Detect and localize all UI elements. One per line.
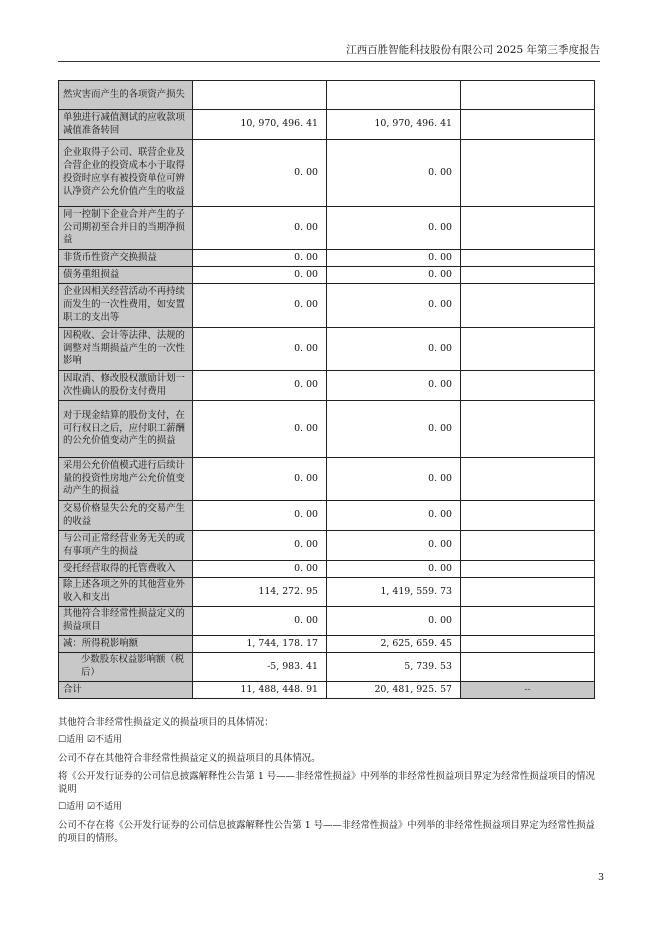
table-row — [59, 207, 595, 250]
table-row — [59, 578, 595, 607]
current-period-amount: 0. 00 — [193, 401, 327, 458]
current-period-amount: 1, 744, 178. 17 — [193, 636, 327, 653]
row-label: 采用公允价值模式进行后续计量的投资性房地产公允价值变动产生的损益 — [59, 458, 193, 501]
page-number: 3 — [597, 872, 604, 883]
total-ytd-amount: 20, 481, 925. 57 — [327, 682, 461, 699]
note-cell — [461, 636, 595, 653]
current-period-amount: 10, 970, 496. 41 — [193, 110, 327, 140]
current-period-amount: 0. 00 — [193, 607, 327, 636]
current-period-amount — [193, 81, 327, 110]
notes-section — [58, 716, 603, 850]
note-cell — [461, 501, 595, 531]
current-period-amount: 0. 00 — [193, 371, 327, 401]
note-cell — [461, 607, 595, 636]
note-1: 其他符合非经常性损益定义的损益项目的具体情况： — [58, 717, 274, 728]
table-row — [59, 531, 595, 561]
year-to-date-amount: 0. 00 — [327, 607, 461, 636]
row-label: 企业取得子公司、联营企业及合营企业的投资成本小于取得投资时应享有被投资单位可辨认净资产公允价值产生的收益 — [59, 140, 193, 207]
year-to-date-amount: 1, 419, 559. 73 — [327, 578, 461, 607]
current-period-amount: 114, 272. 95 — [193, 578, 327, 607]
applicability-option-1: ☐适用 ☑不适用 — [58, 735, 122, 745]
row-label: 其他符合非经常性损益定义的损益项目 — [59, 607, 193, 636]
table-row — [59, 267, 595, 284]
current-period-amount: 0. 00 — [193, 458, 327, 501]
year-to-date-amount: 0. 00 — [327, 140, 461, 207]
table-row — [59, 501, 595, 531]
total-note: -- — [461, 682, 595, 699]
year-to-date-amount: 0. 00 — [327, 401, 461, 458]
total-row — [59, 682, 595, 699]
current-period-amount: 0. 00 — [193, 207, 327, 250]
row-label: 非货币性资产交换损益 — [59, 250, 193, 267]
year-to-date-amount: 0. 00 — [327, 328, 461, 371]
year-to-date-amount: 0. 00 — [327, 267, 461, 284]
note-cell — [461, 140, 595, 207]
current-period-amount: 0. 00 — [193, 250, 327, 267]
row-label: 除上述各项之外的其他营业外收入和支出 — [59, 578, 193, 607]
row-label: 减：所得税影响额 — [59, 636, 193, 653]
note-cell — [461, 284, 595, 328]
table-row — [59, 284, 595, 328]
row-label: 对于现金结算的股份支付，在可行权日之后，应付职工薪酬的公允价值变动产生的损益 — [59, 401, 193, 458]
year-to-date-amount: 0. 00 — [327, 458, 461, 501]
table-row — [59, 607, 595, 636]
note-cell — [461, 328, 595, 371]
note-cell — [461, 207, 595, 250]
year-to-date-amount: 0. 00 — [327, 561, 461, 578]
current-period-amount: 0. 00 — [193, 284, 327, 328]
row-label: 少数股东权益影响额（税后） — [59, 653, 193, 682]
year-to-date-amount: 0. 00 — [327, 501, 461, 531]
table-row — [59, 110, 595, 140]
note-cell — [461, 81, 595, 110]
note-cell — [461, 531, 595, 561]
table-row — [59, 561, 595, 578]
note-cell — [461, 653, 595, 682]
year-to-date-amount: 0. 00 — [327, 531, 461, 561]
year-to-date-amount: 0. 00 — [327, 250, 461, 267]
year-to-date-amount: 0. 00 — [327, 207, 461, 250]
applicability-option-2: ☐适用 ☑不适用 — [58, 802, 122, 812]
current-period-amount: 0. 00 — [193, 328, 327, 371]
year-to-date-amount: 0. 00 — [327, 284, 461, 328]
total-current-amount: 11, 488, 448. 91 — [193, 682, 327, 699]
row-label: 交易价格显失公允的交易产生的收益 — [59, 501, 193, 531]
year-to-date-amount: 2, 625, 659. 45 — [327, 636, 461, 653]
note-cell — [461, 458, 595, 501]
row-label: 同一控制下企业合并产生的子公司期初至合并日的当期净损益 — [59, 207, 193, 250]
row-label: 企业因相关经营活动不再持续而发生的一次性费用，如安置职工的支出等 — [59, 284, 193, 328]
report-header: 江西百胜智能科技股份有限公司 2025 年第三季度报告 — [58, 42, 600, 62]
year-to-date-amount: 5, 739. 53 — [327, 653, 461, 682]
current-period-amount: 0. 00 — [193, 531, 327, 561]
row-label: 单独进行减值测试的应收款项减值准备转回 — [59, 110, 193, 140]
row-label: 因取消、修改股权激励计划一次性确认的股份支付费用 — [59, 371, 193, 401]
current-period-amount: 0. 00 — [193, 267, 327, 284]
total-label: 合计 — [59, 682, 193, 699]
table-row — [59, 653, 595, 682]
row-label: 因税收、会计等法律、法规的调整对当期损益产生的一次性影响 — [59, 328, 193, 371]
current-period-amount: -5, 983. 41 — [193, 653, 327, 682]
table-row — [59, 140, 595, 207]
current-period-amount: 0. 00 — [193, 501, 327, 531]
row-label: 然灾害而产生的各项资产损失 — [59, 81, 193, 110]
note-cell — [461, 250, 595, 267]
note-cell — [461, 578, 595, 607]
note-cell — [461, 110, 595, 140]
table-row — [59, 81, 595, 110]
table-row — [59, 328, 595, 371]
current-period-amount: 0. 00 — [193, 140, 327, 207]
table-row — [59, 636, 595, 653]
table-body — [59, 81, 595, 699]
note-cell — [461, 267, 595, 284]
row-label: 受托经营取得的托管费收入 — [59, 561, 193, 578]
year-to-date-amount — [327, 81, 461, 110]
note-4: 公司不存在将《公开发行证券的公司信息披露解释性公告第 1 号——非经常性损益》中列举的非经常性损益项目界定为经常性损益的项目的情形。 — [58, 820, 595, 844]
table-row — [59, 371, 595, 401]
table-row — [59, 458, 595, 501]
row-label: 与公司正常经营业务无关的或有事项产生的损益 — [59, 531, 193, 561]
current-period-amount: 0. 00 — [193, 561, 327, 578]
year-to-date-amount: 10, 970, 496. 41 — [327, 110, 461, 140]
note-cell — [461, 371, 595, 401]
table-row — [59, 401, 595, 458]
non-recurring-items-table — [58, 80, 595, 699]
note-2: 公司不存在其他符合非经常性损益定义的损益项目的具体情况。 — [58, 753, 321, 764]
year-to-date-amount: 0. 00 — [327, 371, 461, 401]
note-3: 将《公开发行证券的公司信息披露解释性公告第 1 号——非经常性损益》中列举的非经常性损益项目界定为经常性损益项目的情况说明 — [58, 771, 595, 795]
note-cell — [461, 401, 595, 458]
table-row — [59, 250, 595, 267]
row-label: 债务重组损益 — [59, 267, 193, 284]
note-cell — [461, 561, 595, 578]
